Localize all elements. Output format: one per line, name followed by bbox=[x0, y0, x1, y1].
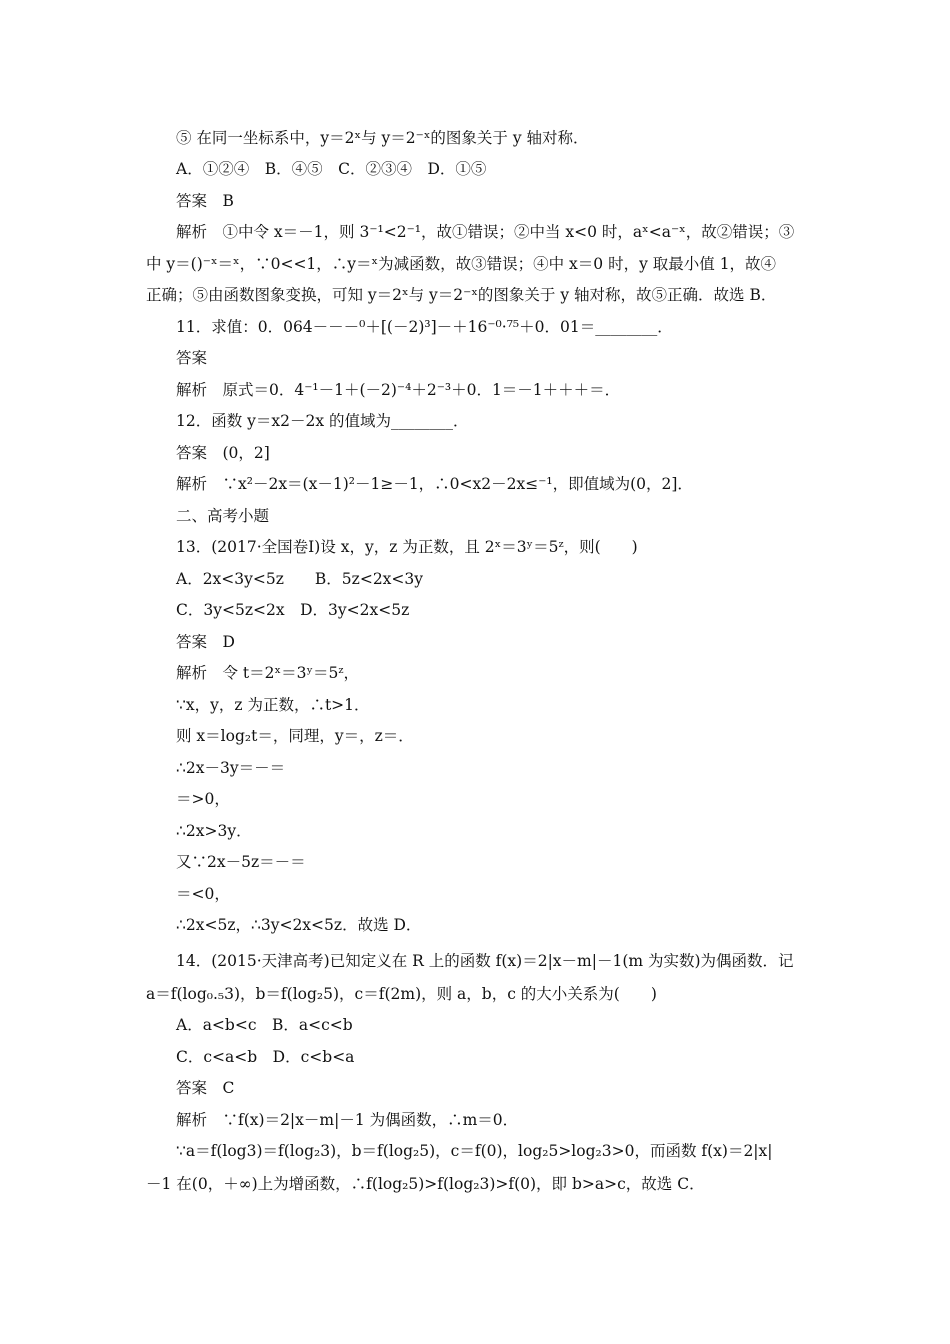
text-line: 解析 ①中令 x＝－1，则 3⁻¹<2⁻¹，故①错误；②中当 x<0 时，aˣ<a⁻ˣ，故②错误；③ bbox=[176, 223, 795, 241]
text-line: 14．(2015·天津高考)已知定义在 R 上的函数 f(x)＝2|x－m|－1(m 为实数)为偶函数．记 bbox=[176, 952, 794, 970]
text-line: 答案 C bbox=[176, 1079, 235, 1097]
text-line: 答案 bbox=[176, 349, 208, 367]
text-line: ∴2x－3y＝－＝ bbox=[176, 759, 286, 777]
text-line: C．3y<5z<2x D．3y<2x<5z bbox=[176, 601, 410, 619]
text-line: 13．(2017·全国卷Ⅰ)设 x，y，z 为正数，且 2ˣ＝3ʸ＝5ᶻ，则( ) bbox=[176, 538, 638, 556]
text-line: 解析 ∵f(x)＝2|x－m|－1 为偶函数，∴m＝0． bbox=[176, 1111, 519, 1129]
text-line: ＝<0， bbox=[176, 885, 230, 903]
text-line: 正确；⑤由函数图象变换，可知 y＝2ˣ与 y＝2⁻ˣ的图象关于 y 轴对称，故⑤正确．故选 B． bbox=[146, 286, 777, 304]
text-line: 则 x＝log₂t＝，同理，y＝，z＝． bbox=[176, 727, 414, 745]
text-line: ∵x，y，z 为正数，∴t>1． bbox=[176, 696, 370, 714]
text-line: ⑤ 在同一坐标系中，y＝2ˣ与 y＝2⁻ˣ的图象关于 y 轴对称． bbox=[176, 129, 589, 147]
text-line: C．c<a<b D．c<b<a bbox=[176, 1048, 355, 1066]
text-line: A．a<b<c B．a<c<b bbox=[176, 1016, 353, 1034]
text-line: A．2x<3y<5z B．5z<2x<3y bbox=[176, 570, 424, 588]
text-line: 答案 B bbox=[176, 192, 234, 210]
text-line: 答案 (0，2] bbox=[176, 444, 270, 462]
text-line: 12．函数 y＝x2－2x 的值域为________． bbox=[176, 412, 469, 430]
text-line: ∵a＝f(log3)＝f(log₂3)，b＝f(log₂5)，c＝f(0)，log₂5>log₂3>0，而函数 f(x)＝2|x| bbox=[176, 1142, 773, 1160]
text-line: 中 y＝()⁻ˣ＝ˣ，∵0<<1，∴y＝ˣ为减函数，故③错误；④中 x＝0 时，y 取最小值 1，故④ bbox=[146, 255, 777, 273]
text-line: a＝f(log₀.₅3)，b＝f(log₂5)，c＝f(2m)，则 a，b，c 的大小关系为( ) bbox=[146, 985, 657, 1003]
text-line: 解析 ∵x²－2x＝(x－1)²－1≥－1，∴0<x2－2x≤⁻¹，即值域为(0，2]． bbox=[176, 475, 693, 493]
section-heading: 二、高考小题 bbox=[176, 507, 270, 525]
text-line: 答案 D bbox=[176, 633, 235, 651]
text-line: 11．求值：0．064－－－⁰＋[(－2)³]－＋16⁻⁰·⁷⁵＋0．01＝________． bbox=[176, 318, 673, 336]
text-line: 又∵2x－5z＝－＝ bbox=[176, 853, 306, 871]
text-line: 解析 原式＝0．4⁻¹－1＋(－2)⁻⁴＋2⁻³＋0．1＝－1＋＋＋＝． bbox=[176, 381, 621, 399]
text-line: ＝>0， bbox=[176, 790, 230, 808]
text-line: A．①②④ B．④⑤ C．②③④ D．①⑤ bbox=[176, 160, 487, 178]
text-line: ∴2x<5z，∴3y<2x<5z．故选 D． bbox=[176, 916, 422, 934]
text-line: ∴2x>3y． bbox=[176, 822, 252, 840]
text-line: 解析 令 t＝2ˣ＝3ʸ＝5ᶻ， bbox=[176, 664, 359, 682]
text-line: －1 在(0，＋∞)上为增函数，∴f(log₂5)>f(log₂3)>f(0)，即 b>a>c，故选 C． bbox=[146, 1175, 705, 1193]
